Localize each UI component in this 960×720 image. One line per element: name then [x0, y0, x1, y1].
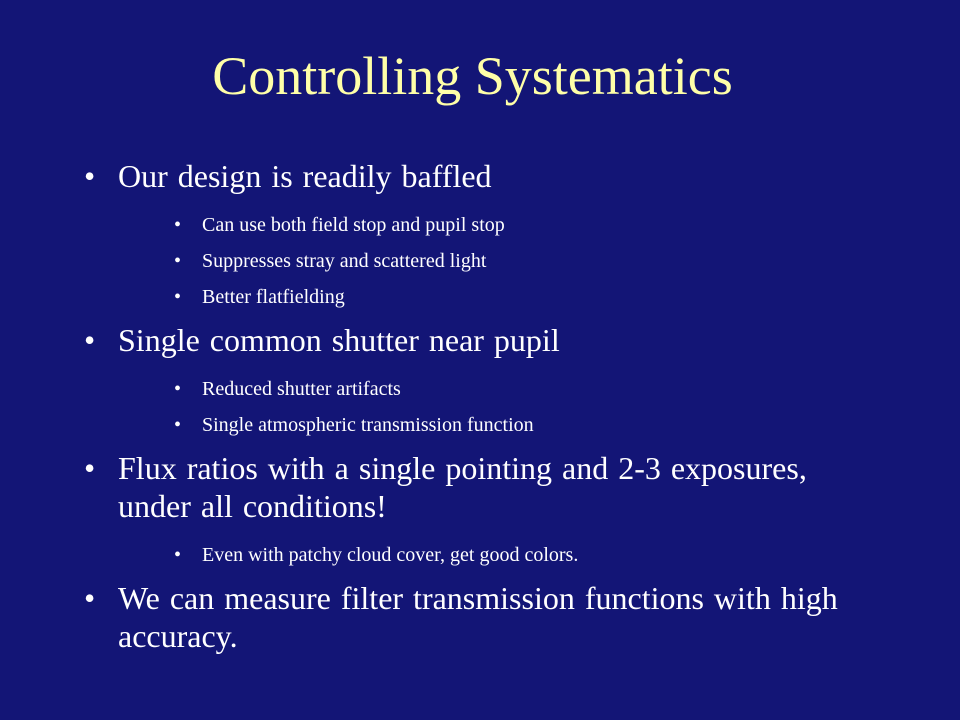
- bullet-item: [84, 579, 874, 655]
- sub-bullet-marker: •: [174, 214, 182, 236]
- sub-bullet-marker: •: [174, 414, 182, 436]
- bullet-group: [84, 579, 874, 655]
- bullet-text: Single common shutter near pupil: [118, 322, 560, 358]
- bullet-text: Flux ratios with a single pointing and 2-3 exposures, under all conditions!: [118, 450, 807, 524]
- bullet-text: Our design is readily baffled: [118, 158, 492, 194]
- sub-bullet-item: [174, 377, 874, 401]
- bullet-group: [84, 157, 874, 309]
- bullet-marker: •: [84, 158, 96, 194]
- bullet-text: We can measure filter transmission functions with high accuracy.: [118, 580, 838, 654]
- bullet-group: [84, 321, 874, 437]
- bullet-group: [84, 449, 874, 567]
- sub-bullet-text: Even with patchy cloud cover, get good colors.: [202, 544, 579, 566]
- sub-bullet-text: Can use both field stop and pupil stop: [202, 214, 505, 236]
- slide-title: Controlling Systematics: [212, 46, 733, 106]
- sub-bullet-item: [174, 213, 874, 237]
- sub-bullet-marker: •: [174, 250, 182, 272]
- bullet-item: [84, 321, 874, 359]
- sub-bullet-marker: •: [174, 544, 182, 566]
- sub-bullet-text: Single atmospheric transmission function: [202, 414, 534, 436]
- bullet-marker: •: [84, 580, 96, 616]
- sub-bullet-marker: •: [174, 378, 182, 400]
- sub-bullet-item: [174, 285, 874, 309]
- bullet-item: [84, 449, 874, 525]
- sub-bullet-item: [174, 249, 874, 273]
- sub-bullet-item: [174, 543, 874, 567]
- bullet-list: [84, 157, 874, 673]
- bullet-marker: •: [84, 450, 96, 486]
- sub-bullet-item: [174, 413, 874, 437]
- sub-bullet-marker: •: [174, 286, 182, 308]
- bullet-marker: •: [84, 322, 96, 358]
- sub-bullet-text: Suppresses stray and scattered light: [202, 250, 487, 272]
- bullet-item: [84, 157, 874, 195]
- sub-bullet-text: Reduced shutter artifacts: [202, 378, 401, 400]
- sub-bullet-text: Better flatfielding: [202, 286, 345, 308]
